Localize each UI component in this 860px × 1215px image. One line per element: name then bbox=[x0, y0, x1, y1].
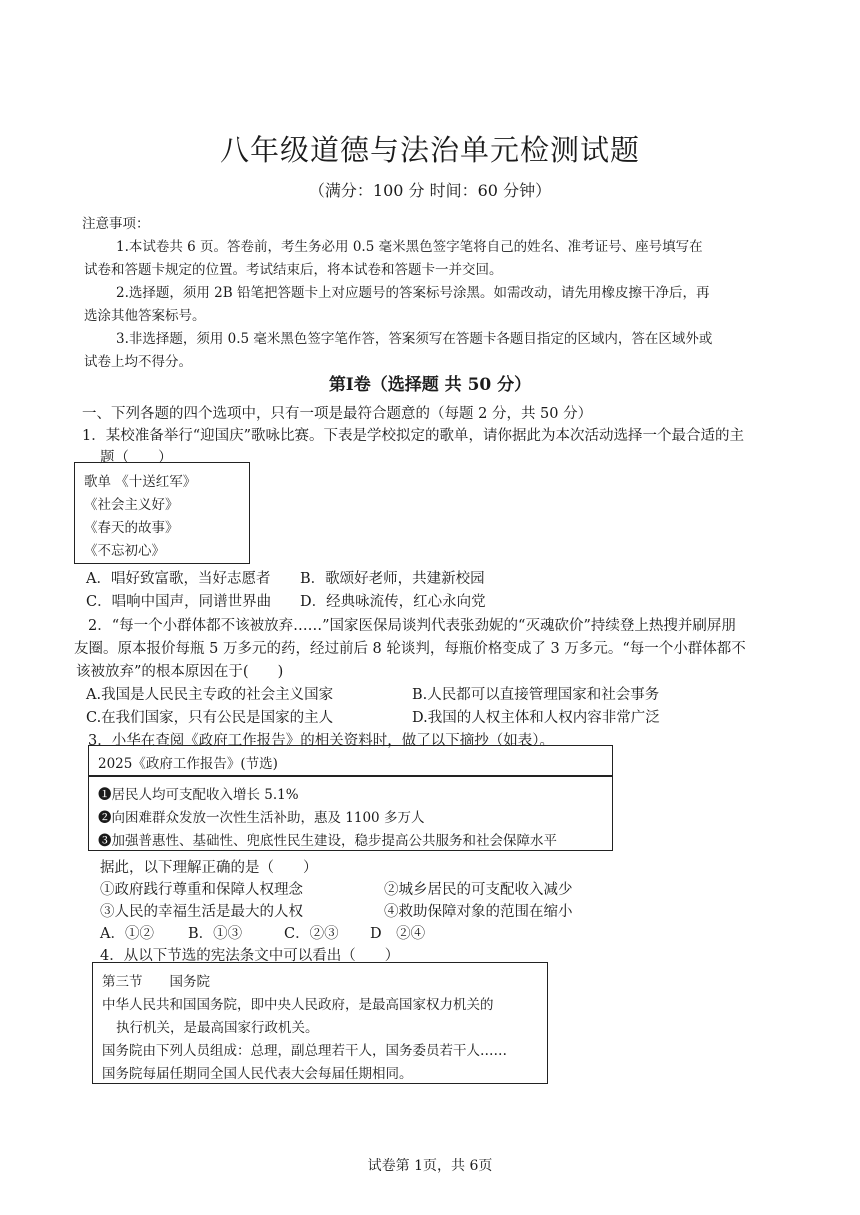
q3-statement-2: ②城乡居民的可支配收入减少 bbox=[384, 882, 573, 898]
section-instruction: 一、下列各题的四个选项中，只有一项是最符合题意的（每题 2 分，共 50 分） bbox=[82, 406, 593, 422]
section-title: 第Ⅰ卷（选择题 共 50 分） bbox=[328, 375, 532, 395]
exam-title: 八年级道德与法治单元检测试题 bbox=[219, 133, 640, 167]
q2-option-a: A.我国是人民民主专政的社会主义国家 bbox=[86, 687, 334, 703]
q1-box-line-4: 《不忘初心》 bbox=[84, 543, 165, 559]
q3-choice-b: B．①③ bbox=[188, 926, 243, 942]
notes-line-6: 试卷上均不得分。 bbox=[84, 354, 192, 370]
q1-box-line-1: 歌单 《十送红军》 bbox=[84, 474, 197, 490]
q3-box-item-3: ❸加强普惠性、基础性、兜底性民生建设，稳步提高公共服务和社会保障水平 bbox=[98, 833, 557, 849]
q1-stem-line-1: 1．某校准备举行“迎国庆”歌咏比赛。下表是学校拟定的歌单，请你据此为本次活动选择一个最合适的主 bbox=[82, 428, 745, 444]
q4-box-line-4: 国务院由下列人员组成：总理，副总理若干人，国务委员若干人…… bbox=[102, 1043, 507, 1059]
notes-line-1: 1.本试卷共 6 页。答卷前，考生务必用 0.5 毫米黑色签字笔将自己的姓名、准考证号、座号填写在 bbox=[116, 239, 703, 255]
notes-line-2: 试卷和答题卡规定的位置。考试结束后，将本试卷和答题卡一并交回。 bbox=[84, 262, 503, 278]
exam-subtitle: （满分：100 分 时间：60 分钟） bbox=[308, 181, 552, 200]
q4-stem: 4．从以下节选的宪法条文中可以看出（ ） bbox=[100, 948, 400, 964]
q1-option-c: C．唱响中国声，同谱世界曲 bbox=[86, 594, 272, 610]
notes-line-3: 2.选择题，须用 2B 铅笔把答题卡上对应题号的答案标号涂黑。如需改动，请先用橡皮擦干净后，再 bbox=[116, 285, 710, 301]
q1-stem-line-2: 题（ ） bbox=[100, 450, 173, 466]
notes-heading: 注意事项： bbox=[82, 216, 150, 232]
q3-choice-a: A．①② bbox=[100, 926, 154, 942]
q3-ask: 据此，以下理解正确的是（ ） bbox=[100, 860, 318, 876]
q1-box-line-3: 《春天的故事》 bbox=[84, 520, 179, 536]
q3-box-title: 2025《政府工作报告》(节选) bbox=[98, 756, 278, 772]
q1-option-d: D．经典咏流传，红心永向党 bbox=[300, 594, 486, 610]
q2-option-b: B.人民都可以直接管理国家和社会事务 bbox=[412, 687, 660, 703]
q3-choice-c: C．②③ bbox=[284, 926, 339, 942]
q2-stem-line-2: 友圈。原本报价每瓶 5 万多元的药，经过前后 8 轮谈判，每瓶价格变成了 3 万多元。“每一个小群体都不 bbox=[74, 641, 746, 657]
q2-stem-line-3: 该被放弃”的根本原因在于( ) bbox=[76, 664, 284, 680]
q4-box-line-1: 第三节 国务院 bbox=[102, 974, 210, 990]
q4-box-line-5: 国务院每届任期同全国人民代表大会每届任期相同。 bbox=[102, 1066, 413, 1082]
q1-option-a: A．唱好致富歌，当好志愿者 bbox=[86, 571, 271, 587]
q3-statement-4: ④救助保障对象的范围在缩小 bbox=[384, 904, 573, 920]
q3-statement-3: ③人民的幸福生活是最大的人权 bbox=[100, 904, 303, 920]
q2-option-d: D.我国的人权主体和人权内容非常广泛 bbox=[412, 710, 660, 726]
notes-line-5: 3.非选择题，须用 0.5 毫米黑色签字笔作答，答案须写在答题卡各题目指定的区域内，答在区域外或 bbox=[116, 331, 713, 347]
q3-box-item-1: ❶居民人均可支配收入增长 5.1% bbox=[98, 787, 299, 803]
q3-box-item-2: ❷向困难群众发放一次性生活补助，惠及 1100 多万人 bbox=[98, 810, 425, 826]
q4-box-line-2: 中华人民共和国国务院，即中央人民政府，是最高国家权力机关的 bbox=[102, 997, 494, 1013]
q4-box-line-3: 执行机关，是最高国家行政机关。 bbox=[116, 1020, 319, 1036]
q1-option-b: B．歌颂好老师，共建新校园 bbox=[300, 571, 485, 587]
q3-choice-d: D ②④ bbox=[370, 926, 426, 942]
q3-stem: 3．小华在查阅《政府工作报告》的相关资料时，做了以下摘抄（如表）。 bbox=[88, 733, 554, 749]
notes-line-4: 选涂其他答案标号。 bbox=[84, 308, 206, 324]
q2-option-c: C.在我们国家，只有公民是国家的主人 bbox=[86, 710, 334, 726]
page-footer: 试卷第 1页，共 6页 bbox=[367, 1158, 493, 1174]
q3-statement-1: ①政府践行尊重和保障人权理念 bbox=[100, 882, 303, 898]
q1-box-line-2: 《社会主义好》 bbox=[84, 497, 179, 513]
q2-stem-line-1: 2．“每一个小群体都不该被放弃……”国家医保局谈判代表张劲妮的“灭魂砍价”持续登上热搜并刷屏朋 bbox=[88, 618, 736, 634]
